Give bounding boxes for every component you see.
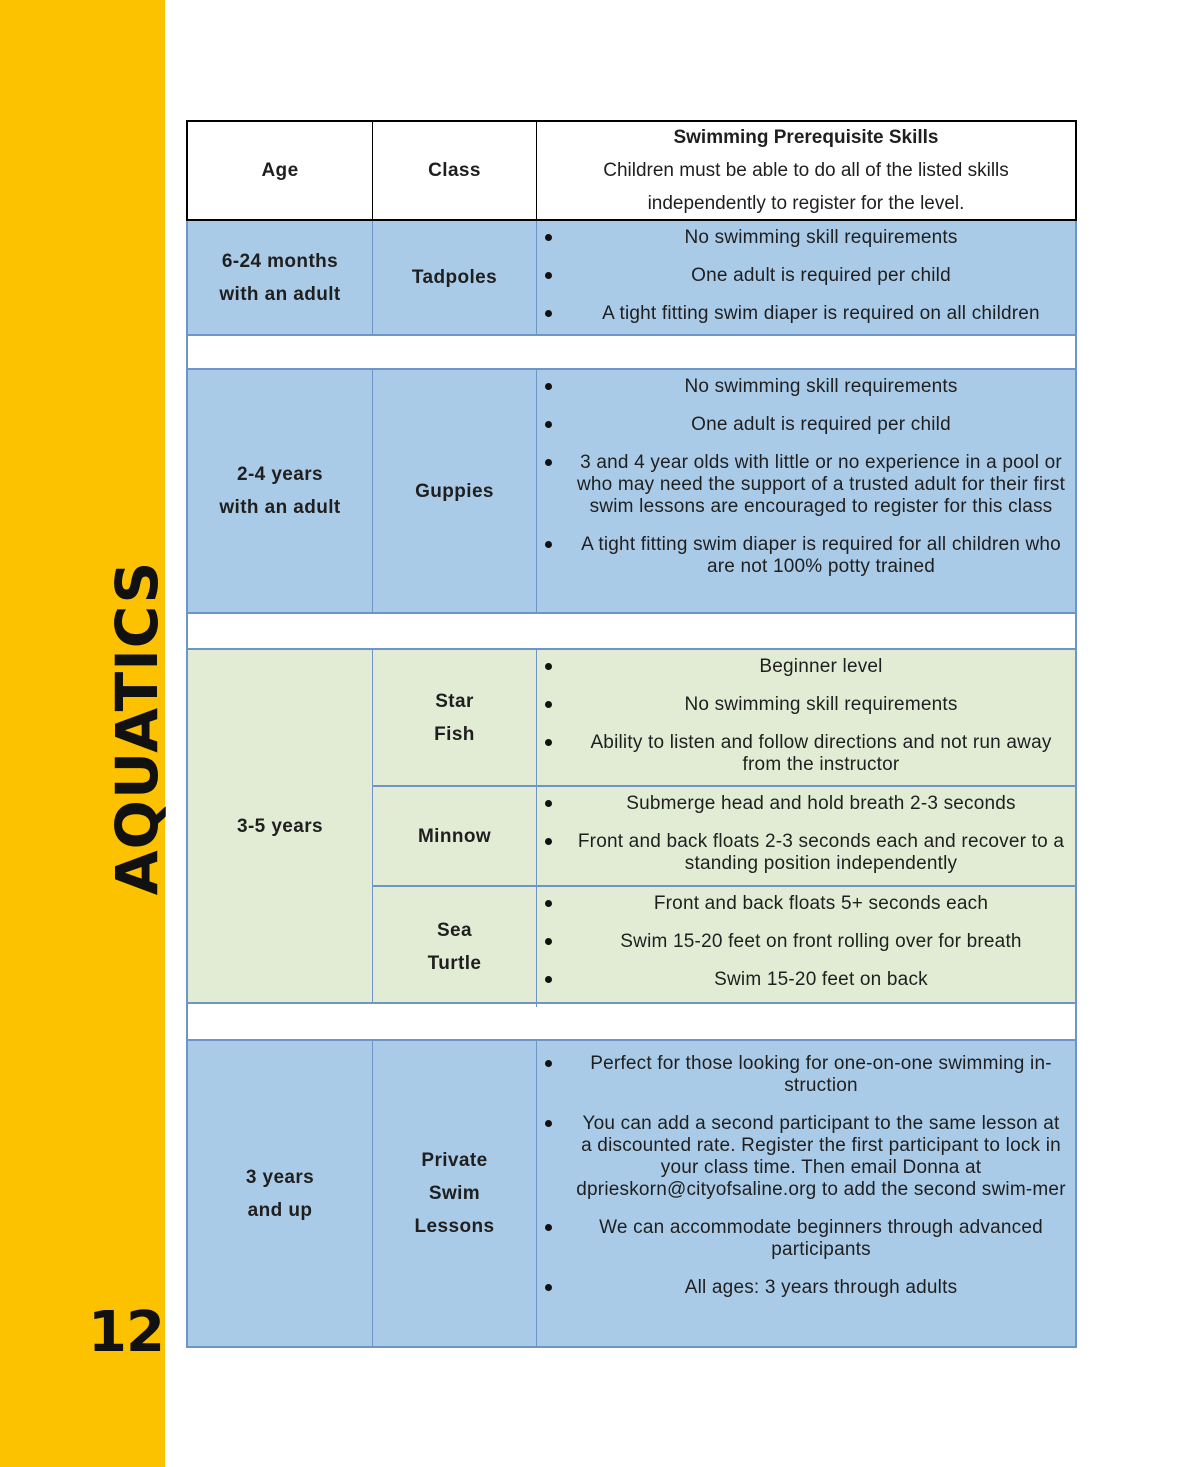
skills-cell [537,787,1075,885]
header-age [188,122,373,219]
skills-cell [537,370,1075,612]
skills-cell [537,221,1075,334]
skills-list [537,221,1075,334]
header-skills-subtitle-2: independently to register for the level. [647,193,965,214]
header-class-label: Class [428,160,481,181]
table-row-3-5-years [188,650,1075,1004]
age-line: 2-4 years [236,464,323,485]
class-cell [373,221,537,334]
table-header [186,120,1077,221]
table-row-minnow [373,787,1075,887]
class-table [186,120,1077,1348]
skill-item: You can add a second participant to the same lesson at a discounted rate. Register the first participant to lock in your class time. Then email Donna at dprieskorn@cityofsaline.org to add the second swim-mer [537,1113,1067,1201]
skills-cell [537,887,1075,1007]
row-spacer [188,336,1075,370]
skill-item: Swim 15-20 feet on front rolling over for breath [537,931,1067,953]
skills-list [537,650,1075,785]
table-row-sea-turtle [373,887,1075,1007]
table-row-star-fish [373,650,1075,787]
age-line: 3-5 years [236,815,323,837]
class-name: Turtle [427,953,482,974]
class-name: Private [421,1150,488,1171]
skill-item: Ability to listen and follow directions and not run away from the instructor [537,732,1067,776]
age-cell [188,650,373,1002]
table-row-tadpoles [188,221,1075,336]
skill-item: 3 and 4 year olds with little or no experience in a pool or who may need the support of a trusted adult for their first swim lessons are encouraged to register for this class [537,452,1067,518]
class-name: Sea [436,920,472,941]
table-row-guppies [188,370,1075,614]
section-label: AQUATICS [103,560,171,896]
skill-item: No swimming skill requirements [537,376,1067,398]
age-line: with an adult [219,497,341,518]
skill-item: Front and back floats 2-3 seconds each and recover to a standing position independently [537,831,1067,875]
skill-item: Front and back floats 5+ seconds each [537,893,1067,915]
skills-list [537,1041,1075,1346]
class-cell [373,1041,537,1346]
page-number: 12 [88,1300,164,1365]
header-class [373,122,537,219]
header-skills [537,122,1075,219]
skill-item: One adult is required per child [537,265,1067,287]
table-row-private [188,1041,1075,1348]
skills-list [537,887,1075,1007]
skill-item: Beginner level [537,656,1067,678]
row-spacer [188,614,1075,650]
skill-item: One adult is required per child [537,414,1067,436]
row-spacer [188,1004,1075,1041]
age-cell [188,1041,373,1346]
class-name: Star [435,690,474,712]
header-age-label: Age [261,160,299,181]
skill-item: A tight fitting swim diaper is required for all children who are not 100% potty trained [537,534,1067,578]
header-skills-subtitle-1: Children must be able to do all of the listed skills [603,160,1009,181]
class-name: Fish [434,723,475,745]
age-cell [188,370,373,612]
class-name: Guppies [415,480,494,502]
age-line: and up [247,1199,313,1221]
skill-item: A tight fitting swim diaper is required on all children [537,303,1067,325]
class-name: Tadpoles [411,267,498,288]
header-skills-title: Swimming Prerequisite Skills [673,127,939,148]
skill-item: Swim 15-20 feet on back [537,969,1067,991]
skill-item: Submerge head and hold breath 2-3 seconds [537,793,1067,815]
age-line: with an adult [219,283,341,305]
class-cell [373,787,537,885]
class-name: Lessons [414,1216,495,1237]
skills-list [537,370,1075,612]
skills-cell [537,650,1075,785]
skill-item: All ages: 3 years through adults [537,1277,1067,1299]
class-cell [373,370,537,612]
class-cell [373,650,537,785]
class-name: Minnow [417,825,492,847]
age-line: 3 years [245,1166,315,1188]
class-name: Swim [428,1183,481,1204]
age-cell [188,221,373,334]
class-group [373,650,1075,1002]
skills-cell [537,1041,1075,1346]
skills-list [537,787,1075,885]
age-line: 6-24 months [221,250,339,272]
skill-item: Perfect for those looking for one-on-one swimming in-struction [537,1053,1067,1097]
skill-item: No swimming skill requirements [537,227,1067,249]
class-cell [373,887,537,1007]
skill-item: No swimming skill requirements [537,694,1067,716]
skill-item: We can accommodate beginners through advanced participants [537,1217,1067,1261]
